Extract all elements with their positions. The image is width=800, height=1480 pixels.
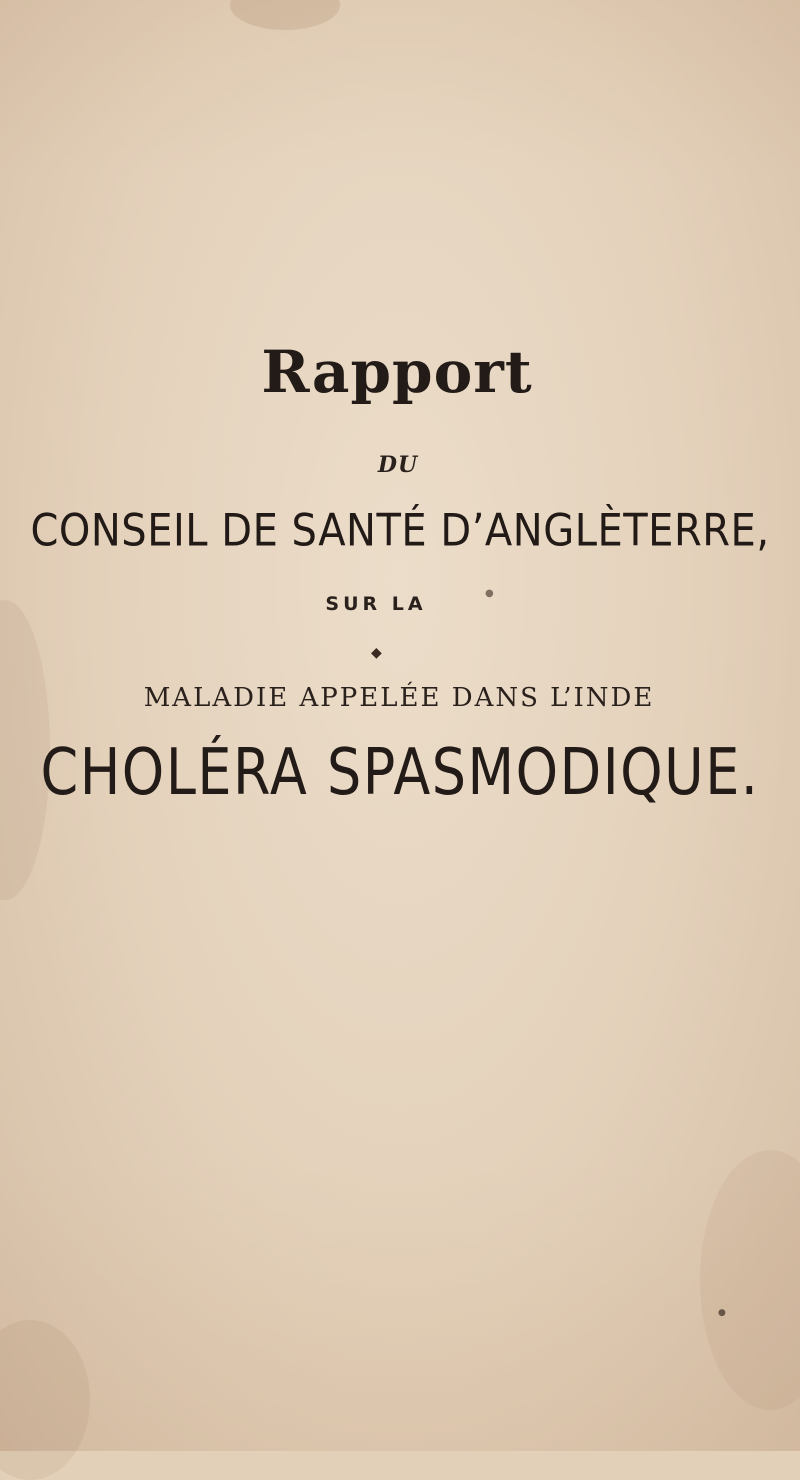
sur-la-line: SUR LA	[325, 593, 427, 615]
cholera-heading: CHOLÉRA SPASMODIQUE.	[40, 735, 760, 810]
ink-fleck-icon: ●	[485, 588, 494, 599]
ink-fleck-icon: ●	[718, 1308, 726, 1318]
paper-stain	[700, 1150, 800, 1410]
ink-fleck-icon: ◆	[371, 645, 382, 661]
preposition-du: DU	[377, 452, 419, 478]
page-title: Rapport	[261, 338, 533, 406]
paper-stain	[230, 0, 340, 30]
paper-stain	[0, 1320, 90, 1480]
maladie-line: MALADIE APPELÉE DANS L’INDE	[143, 683, 655, 713]
conseil-line: CONSEIL DE SANTÉ D’ANGLÈTERRE,	[30, 505, 770, 557]
